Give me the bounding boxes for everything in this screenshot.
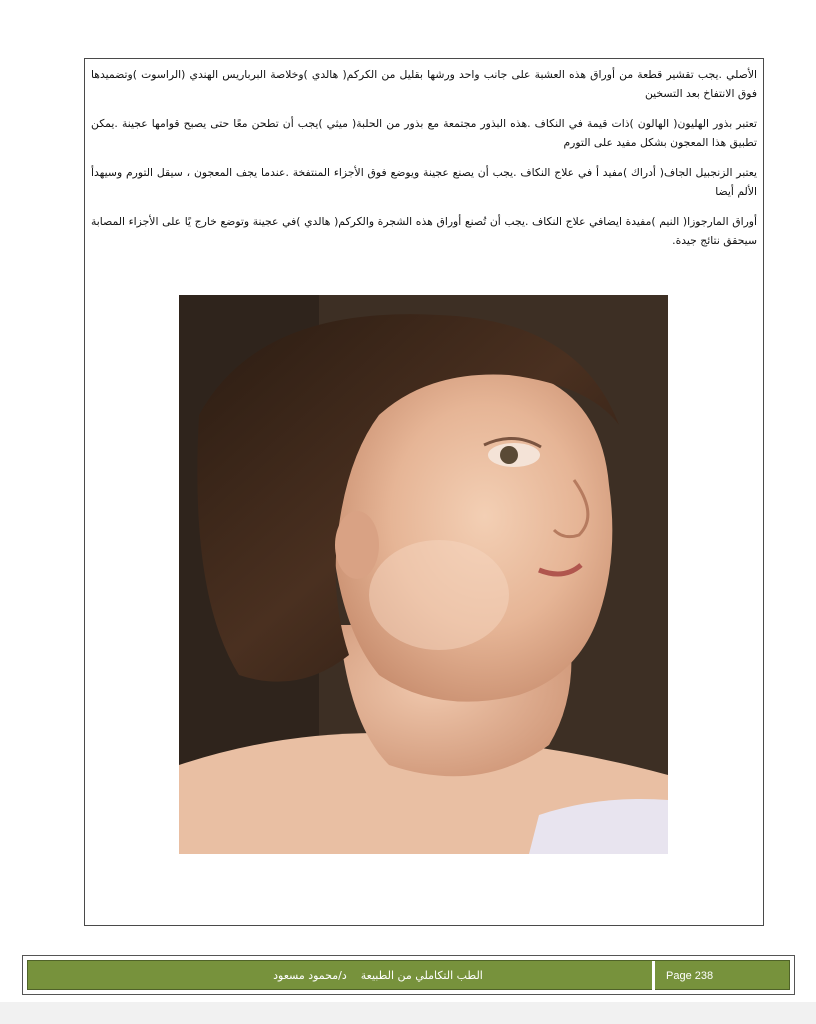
paragraph-1: الأصلي .يجب تقشير قطعة من أوراق هذه العشبة على جانب واحد ورشها بقليل من الكركم( هالدي )وخلاصة البرباريس الهندي (الراسوت )وتضميدها فوق الانتفاخ بعد التسخين (91, 68, 757, 100)
page-number: Page 238 (666, 970, 714, 982)
mumps-child-photo (179, 295, 668, 854)
paragraph-4: أوراق المارجوزا( النيم )مفيدة ايضافي علاج النكاف .يجب أن تُصنع أوراق هذه الشجرة والكركم( هالدي )في عجينة وتوضع خارج يًا على الأجزاء المصابة سيحقق نتائج جيدة. (91, 215, 757, 247)
footer-divider (652, 961, 655, 991)
body-text (91, 65, 757, 261)
content-frame (84, 58, 764, 926)
footer-bar (27, 960, 790, 990)
footer-title: الطب التكاملي من الطبيعة د/محمود مسعود (273, 969, 483, 982)
paragraph-3: يعتبر الزنجبيل الجاف( أدراك )مفيد أ في علاج النكاف .يجب أن يصنع عجينة ويوضع فوق الأجزاء المنتفخة .عندما يجف المعجون ، سيقل التورم وسيهدأ الألم أيضا (91, 166, 757, 198)
paragraph-2: تعتبر بذور الهليون( الهالون )ذات قيمة في النكاف .هذه البذور مجتمعة مع بذور من الحلبة( ميثي )يجب أن تطحن معًا حتى يصبح قوامها عجينة .يمكن تطبيق هذا المعجون بشكل مفيد على التورم (91, 117, 757, 149)
page-footer (22, 955, 795, 995)
page-bottom-strip (0, 1002, 816, 1024)
